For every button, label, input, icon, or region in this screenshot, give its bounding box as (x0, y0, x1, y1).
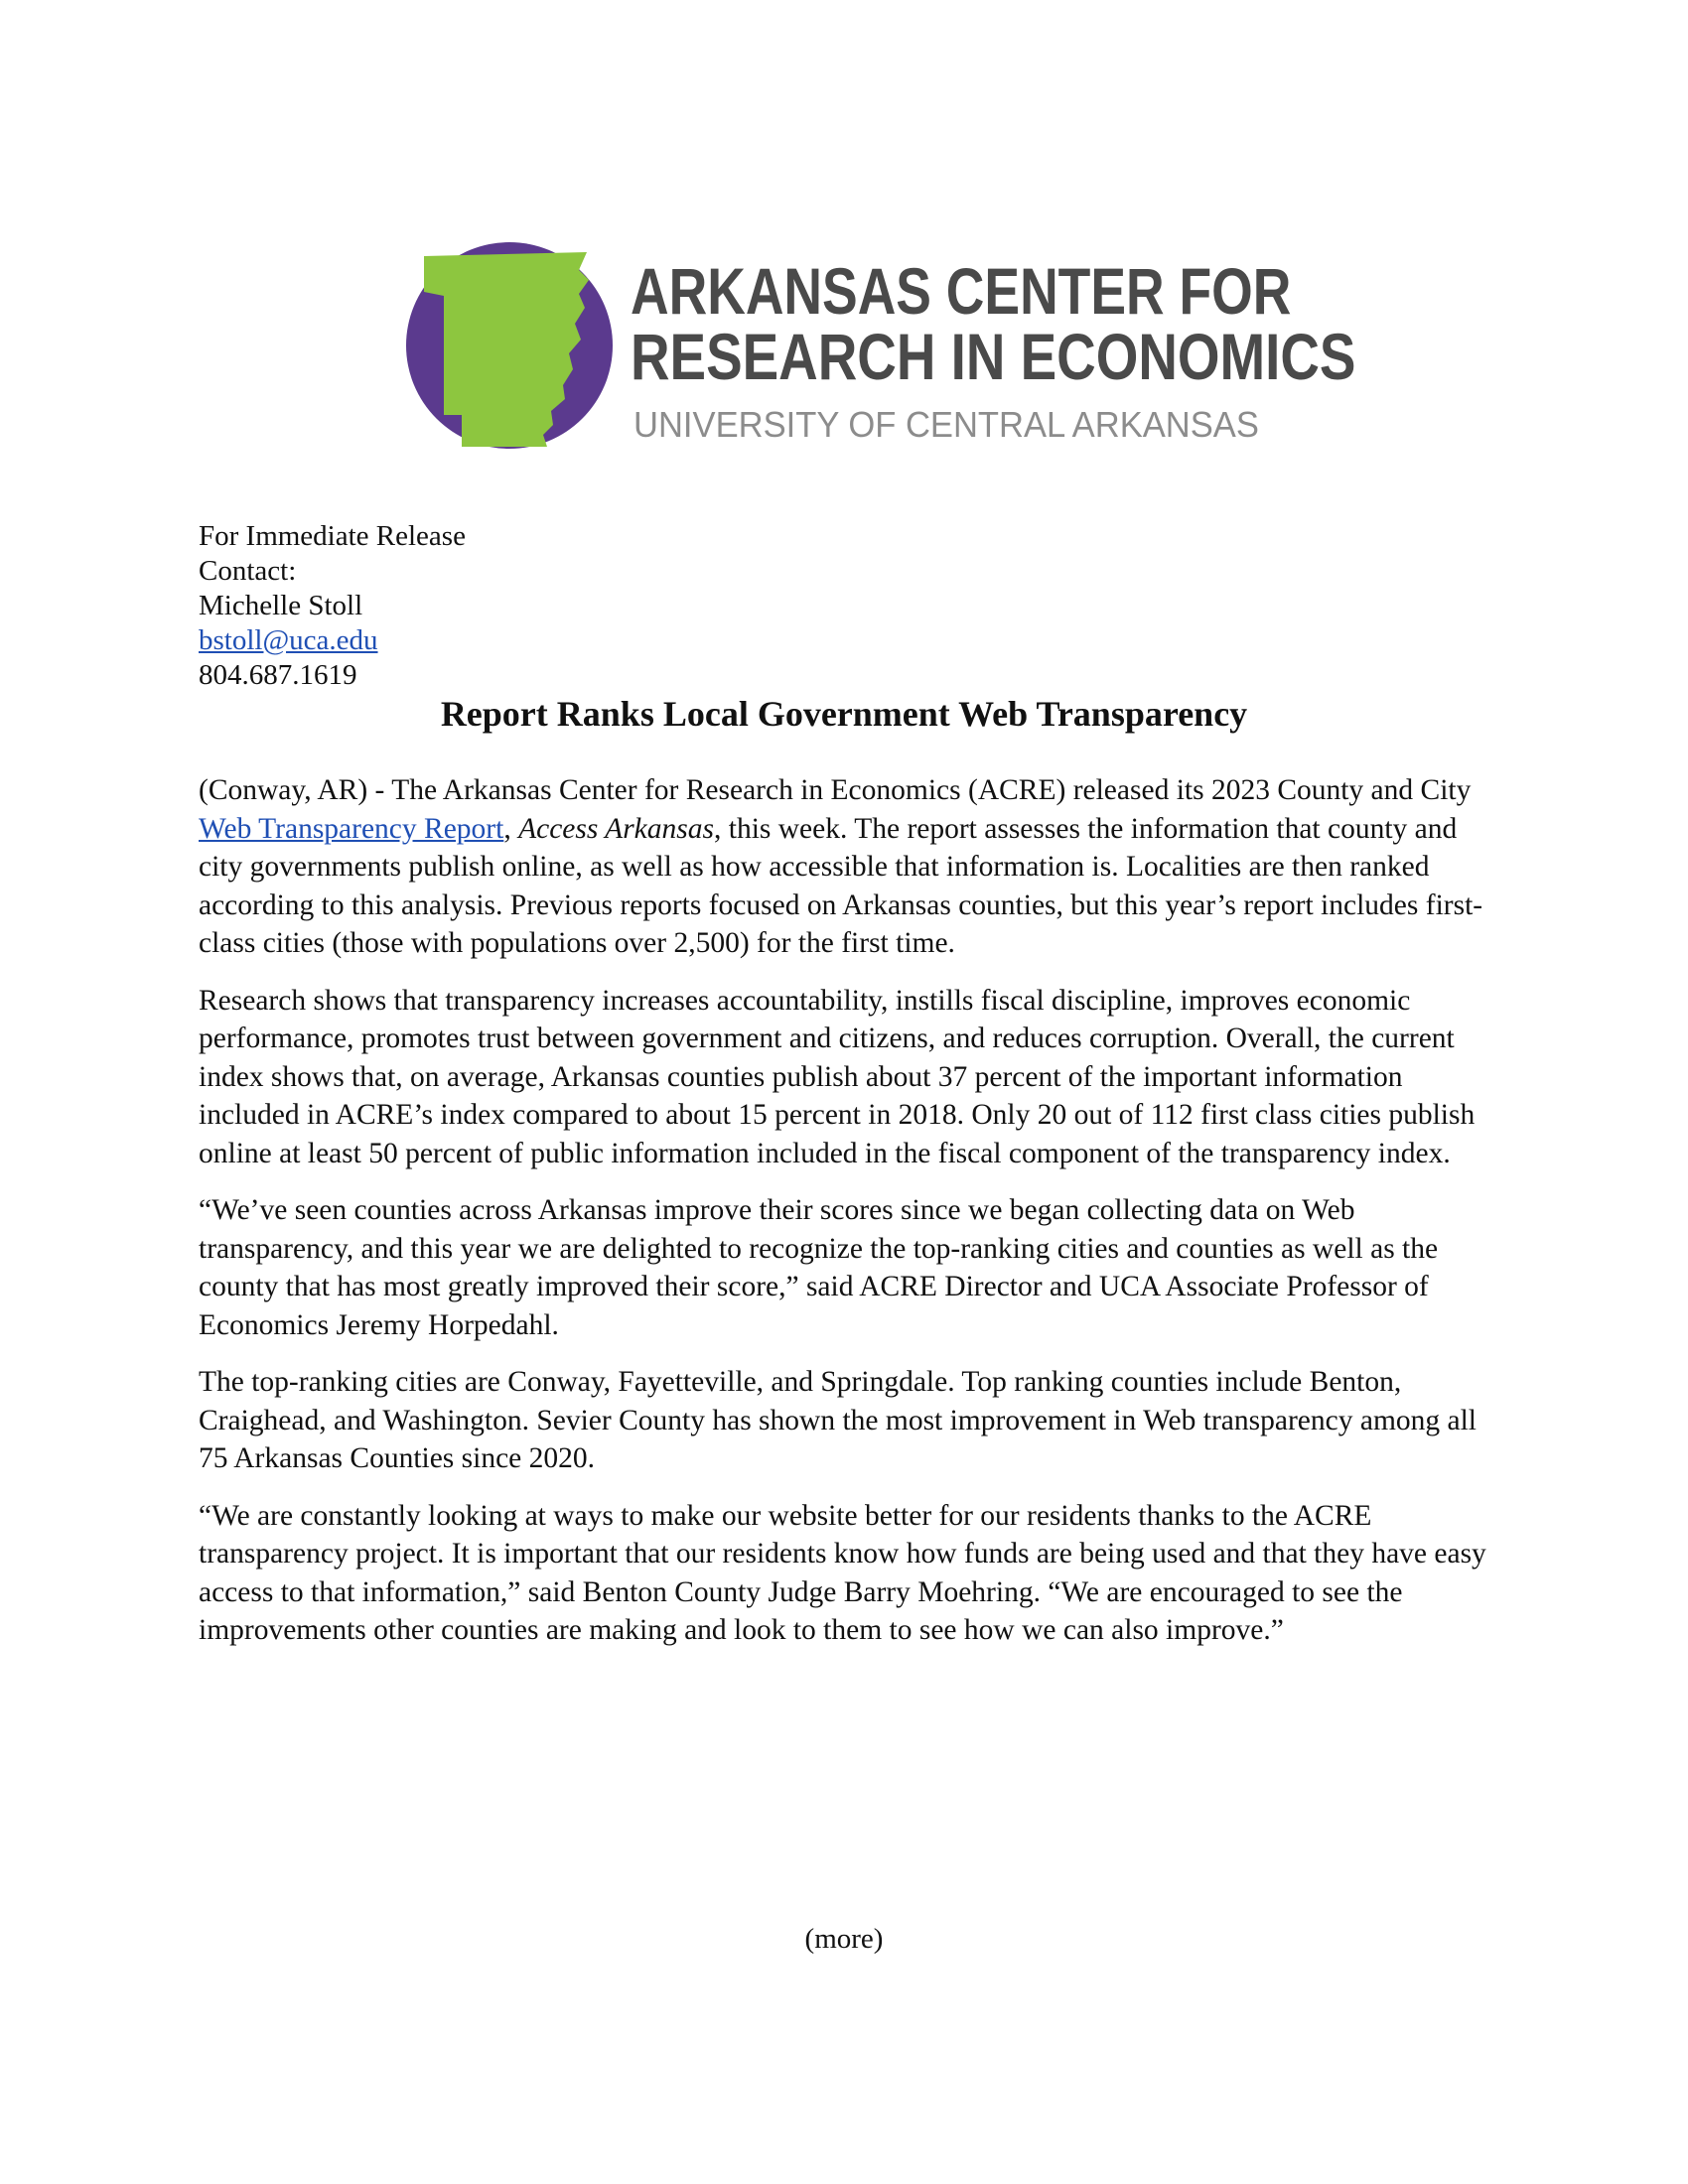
paragraph-5: “We are constantly looking at ways to make our website better for our residents thanks to the ACRE transparency project. It is important that our residents know how funds are being used and that they have easy access to that information,” said Benton County Judge Barry Moehring. “We are encouraged to see the improvements other counties are making and look to them to see how we can also improve.” (199, 1499, 1486, 1646)
web-transparency-report-link[interactable]: Web Transparency Report (199, 812, 504, 845)
more-indicator: (more) (804, 1923, 884, 1955)
paragraph-1 (199, 771, 1499, 963)
logo-title-line-1: ARKANSAS CENTER FOR (631, 254, 1292, 328)
paragraph-2: Research shows that transparency increases accountability, instills fiscal discipline, improves economic performance, promotes trust between government and citizens, and reduces corruption. Overall, the current index shows that, on average, Arkansas counties publish about 37 percent of the important information included in ACRE’s index compared to about 15 percent in 2018. Only 20 out of 112 first class cities publish online at least 50 percent of public information included in the fiscal component of the transparency index. (199, 984, 1476, 1169)
release-notice: For Immediate Release (199, 520, 466, 552)
paragraph-4: The top-ranking cities are Conway, Fayetteville, and Springdale. Top ranking counties include Benton, Craighead, and Washington. Sevier County has shown the most improvement in Web transparency among all 75 Arkansas Counties since 2020. (199, 1366, 1477, 1474)
paragraph-3: “We’ve seen counties across Arkansas improve their scores since we began collecting data on Web transparency, and this year we are delighted to recognize the top-ranking cities and counties as well as the county that has most greatly improved their score,” said ACRE Director and UCA Associate Professor of Economics Jeremy Horpedahl. (199, 1194, 1439, 1341)
arkansas-map-logo-icon (402, 236, 621, 455)
press-release-headline: Report Ranks Local Government Web Transparency (440, 694, 1248, 734)
contact-email-link[interactable]: bstoll@uca.edu (199, 624, 378, 656)
contact-label: Contact: (199, 555, 297, 587)
acre-logo (402, 236, 1356, 455)
contact-block (199, 519, 466, 693)
report-title-italic: Access Arkansas (518, 812, 714, 845)
paragraph-1-text-a: (Conway, AR) - The Arkansas Center for Research in Economics (ACRE) released its 2023 County and City (199, 774, 1472, 806)
paragraph-1-text-b: , (503, 812, 519, 845)
paragraph-1-text-c: , this week. The report assesses the information that county and city governments publish online, as well as how accessible that information is. Localities are then ranked according to this analysis. Previous reports focused on Arkansas counties, but this year’s report includes first-class cities (those with populations over 2,500) for the first time. (199, 812, 1483, 959)
contact-phone: 804.687.1619 (199, 659, 357, 691)
logo-subtitle: UNIVERSITY OF CENTRAL ARKANSAS (633, 404, 1259, 445)
contact-name: Michelle Stoll (199, 590, 363, 621)
logo-title-line-2: RESEARCH IN ECONOMICS (631, 320, 1356, 393)
press-release-body (199, 771, 1499, 1669)
